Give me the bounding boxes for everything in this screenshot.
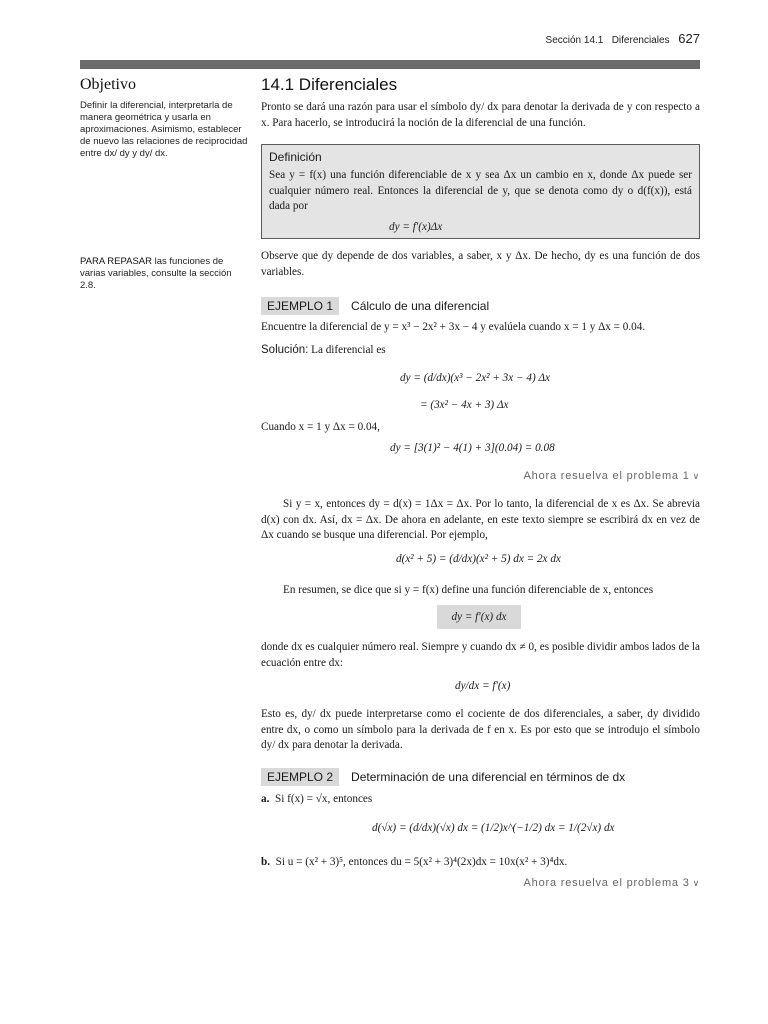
example-equation: d(x² + 5) = (d/dx)(x² + 5) dx = 2x dx bbox=[396, 553, 561, 565]
part-a-text: Si f(x) = √x, entonces bbox=[274, 793, 373, 805]
example1-solution bbox=[261, 343, 700, 359]
part-b-label: b. bbox=[261, 856, 271, 868]
example1-line3: dy = [3(1)² − 4(1) + 3](0.04) = 0.08 bbox=[390, 442, 555, 454]
example1-line1: dy = (d/dx)(x³ − 2x² + 3x − 4) Δx bbox=[400, 372, 551, 384]
example1-header bbox=[261, 297, 700, 315]
section-intro: Pronto se dará una razón para usar el símbolo dy/ dx para denotar la derivada de y con respecto a x. Para hacerlo, se introducirá la noción de la diferencial de una función. bbox=[261, 101, 700, 129]
objective-text: Definir la diferencial, interpretarla de manera geométrica y usarla en aproximaciones. Asimismo, establecer de nuevo las relaciones de reciprocidad entre dx/ dy y dy/ dx. bbox=[80, 100, 248, 159]
example2-try-problem[interactable] bbox=[524, 877, 700, 889]
review-note bbox=[80, 250, 250, 292]
objective-title: Objetivo bbox=[80, 76, 136, 93]
solution-text: La diferencial es bbox=[311, 344, 386, 356]
interpretation-paragraph: Esto es, dy/ dx puede interpretarse como el cociente de dos diferenciales, a saber, dy dividido entre dx, o como un símbolo para la derivada de f en x. Es por esto que se introdujo el símbolo dy/ dx para denotar la derivada. bbox=[261, 708, 700, 751]
header-chapter: Diferenciales bbox=[611, 35, 670, 46]
part-a-formula: d(√x) = (d/dx)(√x) dx = (1/2)x^(−1/2) dx = 1/(2√x) dx bbox=[372, 822, 615, 834]
example1-when: Cuando x = 1 y Δx = 0.04, bbox=[261, 421, 380, 433]
section-title: 14.1 Diferenciales bbox=[261, 75, 398, 94]
chevron-down-icon: ∨ bbox=[692, 878, 700, 888]
example1-problem: Encuentre la diferencial de y = x³ − 2x² + 3x − 4 y evalúela cuando x = 1 y Δx = 0.04. bbox=[261, 321, 646, 333]
division-paragraph: donde dx es cualquier número real. Siempre y cuando dx ≠ 0, es posible dividir ambos lados de la ecuación entre dx: bbox=[261, 641, 700, 669]
definition-title: Definición bbox=[269, 150, 322, 164]
boxed-formula: dy = f′(x) dx bbox=[437, 605, 521, 629]
observe-paragraph: Observe que dy depende de dos variables, a saber, x y Δx. De hecho, dy es una función de dos variables. bbox=[261, 250, 700, 278]
page-header bbox=[0, 31, 700, 46]
example2-label: EJEMPLO 2 bbox=[261, 768, 339, 786]
header-rule bbox=[80, 60, 700, 69]
dx-paragraph: Si y = x, entonces dy = d(x) = 1Δx = Δx. Por lo tanto, la diferencial de x es Δx. Se abrevia d(x) con dx. Así, dx = Δx. De ahora en adelante, en este texto siempre se escribirá dx en vez de Δx cuando se busque una diferencial. Por ejemplo, bbox=[261, 498, 700, 541]
example1-title: Cálculo de una diferencial bbox=[351, 299, 490, 313]
example2-part-a bbox=[261, 792, 700, 808]
example1-try-text: Ahora resuelva el problema 1 bbox=[523, 470, 690, 482]
example2-header bbox=[261, 768, 700, 786]
definition-formula: dy = f′(x)Δx bbox=[389, 220, 443, 233]
section-heading bbox=[261, 75, 700, 95]
ratio-formula: dy/dx = f′(x) bbox=[455, 680, 511, 692]
summary-paragraph: En resumen, se dice que si y = f(x) define una función diferenciable de x, entonces bbox=[283, 584, 654, 596]
solution-label: Solución: bbox=[261, 344, 309, 356]
review-text: las funciones de varias variables, consulte la sección 2.8. bbox=[80, 256, 232, 291]
example2-title: Determinación de una diferencial en términos de dx bbox=[351, 770, 626, 784]
example1-line2: = (3x² − 4x + 3) Δx bbox=[420, 399, 509, 411]
page-number: 627 bbox=[678, 31, 700, 46]
example1-label: EJEMPLO 1 bbox=[261, 297, 339, 315]
review-bold: PARA REPASAR bbox=[80, 256, 152, 267]
definition-box bbox=[261, 144, 700, 239]
part-b-text: Si u = (x² + 3)⁵, entonces du = 5(x² + 3)⁴(2x)dx = 10x(x² + 3)⁴dx. bbox=[275, 856, 568, 868]
example1-try-problem[interactable] bbox=[524, 470, 700, 482]
definition-text: Sea y = f(x) una función diferenciable de x y sea Δx un cambio en x, donde Δx puede ser cualquier número real. Entonces la diferencial de y, que se denota como dy o d(f(x)), está dada por bbox=[269, 169, 692, 212]
example2-try-text: Ahora resuelva el problema 3 bbox=[523, 877, 690, 889]
objective-box bbox=[80, 76, 250, 160]
part-a-label: a. bbox=[261, 793, 270, 805]
chevron-down-icon: ∨ bbox=[692, 471, 700, 481]
header-section: Sección 14.1 bbox=[545, 35, 604, 46]
example2-part-b bbox=[261, 855, 700, 871]
